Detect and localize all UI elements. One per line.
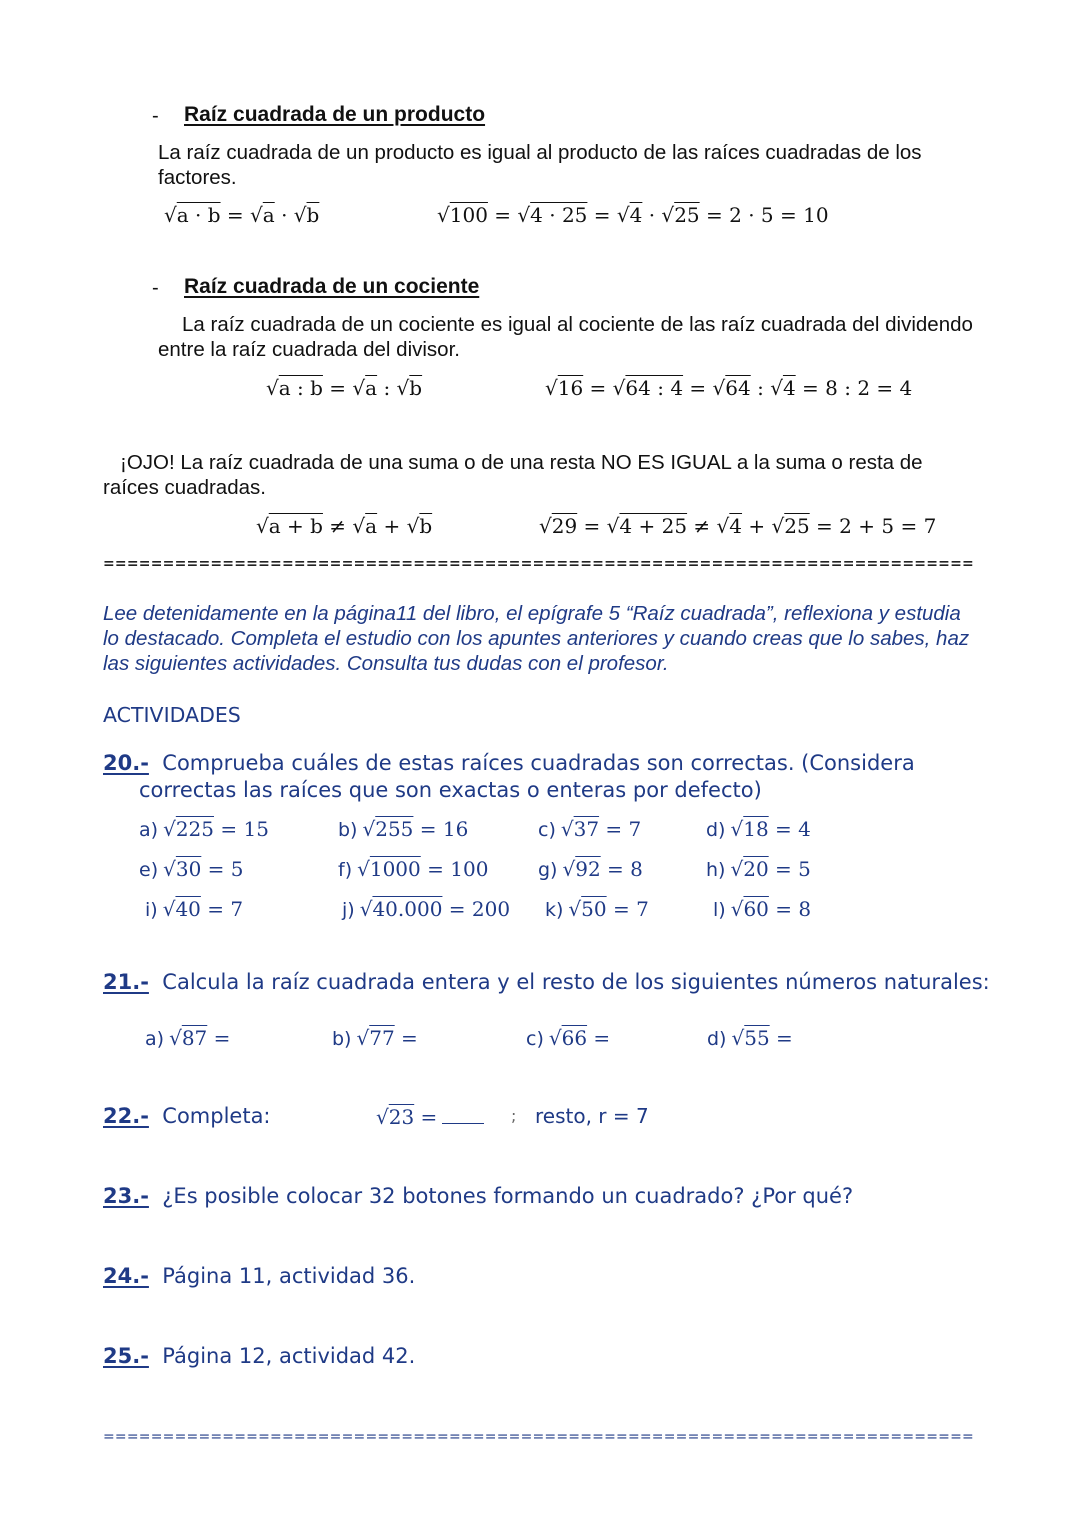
exercise-item: e) √30 = 5 xyxy=(139,857,244,881)
product-heading: Raíz cuadrada de un producto xyxy=(184,103,486,126)
bullet-dash: - xyxy=(152,277,159,299)
activity-20 xyxy=(103,750,915,777)
exercise-item: i) √40 = 7 xyxy=(145,897,244,921)
product-formula: √a · b = √a · √b xyxy=(164,203,320,227)
exercise-item: j) √40.000 = 200 xyxy=(342,897,511,921)
warning-formula: √a + b ≠ √a + √b xyxy=(256,514,433,538)
activity-22 xyxy=(103,1103,271,1130)
exercise-item: h) √20 = 5 xyxy=(706,857,811,881)
separator-bottom: ========================================================================= xyxy=(103,1429,974,1445)
activity-24-text: Página 11, actividad 36. xyxy=(162,1264,416,1288)
instructions-line1: Lee detenidamente en la página11 del libro, el epígrafe 5 “Raíz cuadrada”, reflexiona y estudia xyxy=(103,602,961,625)
activities-title: ACTIVIDADES xyxy=(103,703,241,727)
exercise-item: f) √1000 = 100 xyxy=(338,857,489,881)
activity-number: 22.- xyxy=(103,1104,149,1128)
semicolon: ; xyxy=(511,1106,517,1125)
warning-example: √29 = √4 + 25 ≠ √4 + √25 = 2 + 5 = 7 xyxy=(539,514,937,538)
activity-22-label: Completa: xyxy=(162,1104,271,1128)
quotient-formula: √a : b = √a : √b xyxy=(266,376,423,400)
quotient-text-line1: La raíz cuadrada de un cociente es igual al cociente de las raíz cuadrada del dividendo xyxy=(182,313,973,336)
activity-25 xyxy=(103,1343,415,1370)
exercise-item: d) √55 = xyxy=(707,1026,793,1050)
exercise-item: a) √87 = xyxy=(145,1026,231,1050)
exercise-item: b) √255 = 16 xyxy=(338,817,469,841)
exercise-item: c) √37 = 7 xyxy=(538,817,642,841)
warning-line2: raíces cuadradas. xyxy=(103,476,266,499)
exercise-item: c) √66 = xyxy=(526,1026,611,1050)
activity-25-text: Página 12, actividad 42. xyxy=(162,1344,416,1368)
activity-22-resto: resto, r = 7 xyxy=(535,1104,649,1128)
quotient-example: √16 = √64 : 4 = √64 : √4 = 8 : 2 = 4 xyxy=(545,376,913,400)
activity-24 xyxy=(103,1263,415,1290)
bullet-dash: - xyxy=(152,105,159,127)
product-example: √100 = √4 · 25 = √4 · √25 = 2 · 5 = 10 xyxy=(437,203,829,227)
quotient-heading: Raíz cuadrada de un cociente xyxy=(184,275,480,298)
answer-blank[interactable] xyxy=(442,1105,484,1124)
instructions-line3: las siguientes actividades. Consulta tus dudas con el profesor. xyxy=(103,652,669,675)
activity-number: 25.- xyxy=(103,1344,149,1368)
exercise-item: d) √18 = 4 xyxy=(706,817,811,841)
exercise-item: b) √77 = xyxy=(332,1026,418,1050)
activity-21-text: Calcula la raíz cuadrada entera y el resto de los siguientes números naturales: xyxy=(162,970,990,994)
activity-20-line1: Comprueba cuáles de estas raíces cuadradas son correctas. (Considera xyxy=(162,751,915,775)
activity-22-expression: √23 = xyxy=(376,1105,484,1130)
exercise-item: a) √225 = 15 xyxy=(139,817,269,841)
activity-23-text: ¿Es posible colocar 32 botones formando un cuadrado? ¿Por qué? xyxy=(162,1184,854,1208)
activity-number: 24.- xyxy=(103,1264,149,1288)
activity-21 xyxy=(103,969,990,996)
activity-20-line2: correctas las raíces que son exactas o enteras por defecto) xyxy=(139,778,762,802)
activity-number: 20.- xyxy=(103,751,149,775)
product-text: La raíz cuadrada de un producto es igual al producto de las raíces cuadradas de los factores. xyxy=(158,141,922,189)
activity-number: 21.- xyxy=(103,970,149,994)
quotient-text-line2: entre la raíz cuadrada del divisor. xyxy=(158,338,460,361)
separator-top: ========================================================================= xyxy=(103,556,974,572)
instructions-line2: lo destacado. Completa el estudio con los apuntes anteriores y cuando creas que lo sabes, haz xyxy=(103,627,970,650)
exercise-item: g) √92 = 8 xyxy=(538,857,643,881)
activity-23 xyxy=(103,1183,853,1210)
warning-line1: ¡OJO! La raíz cuadrada de una suma o de una resta NO ES IGUAL a la suma o resta de xyxy=(120,451,923,474)
exercise-item: l) √60 = 8 xyxy=(713,897,812,921)
activity-number: 23.- xyxy=(103,1184,149,1208)
exercise-item: k) √50 = 7 xyxy=(545,897,649,921)
